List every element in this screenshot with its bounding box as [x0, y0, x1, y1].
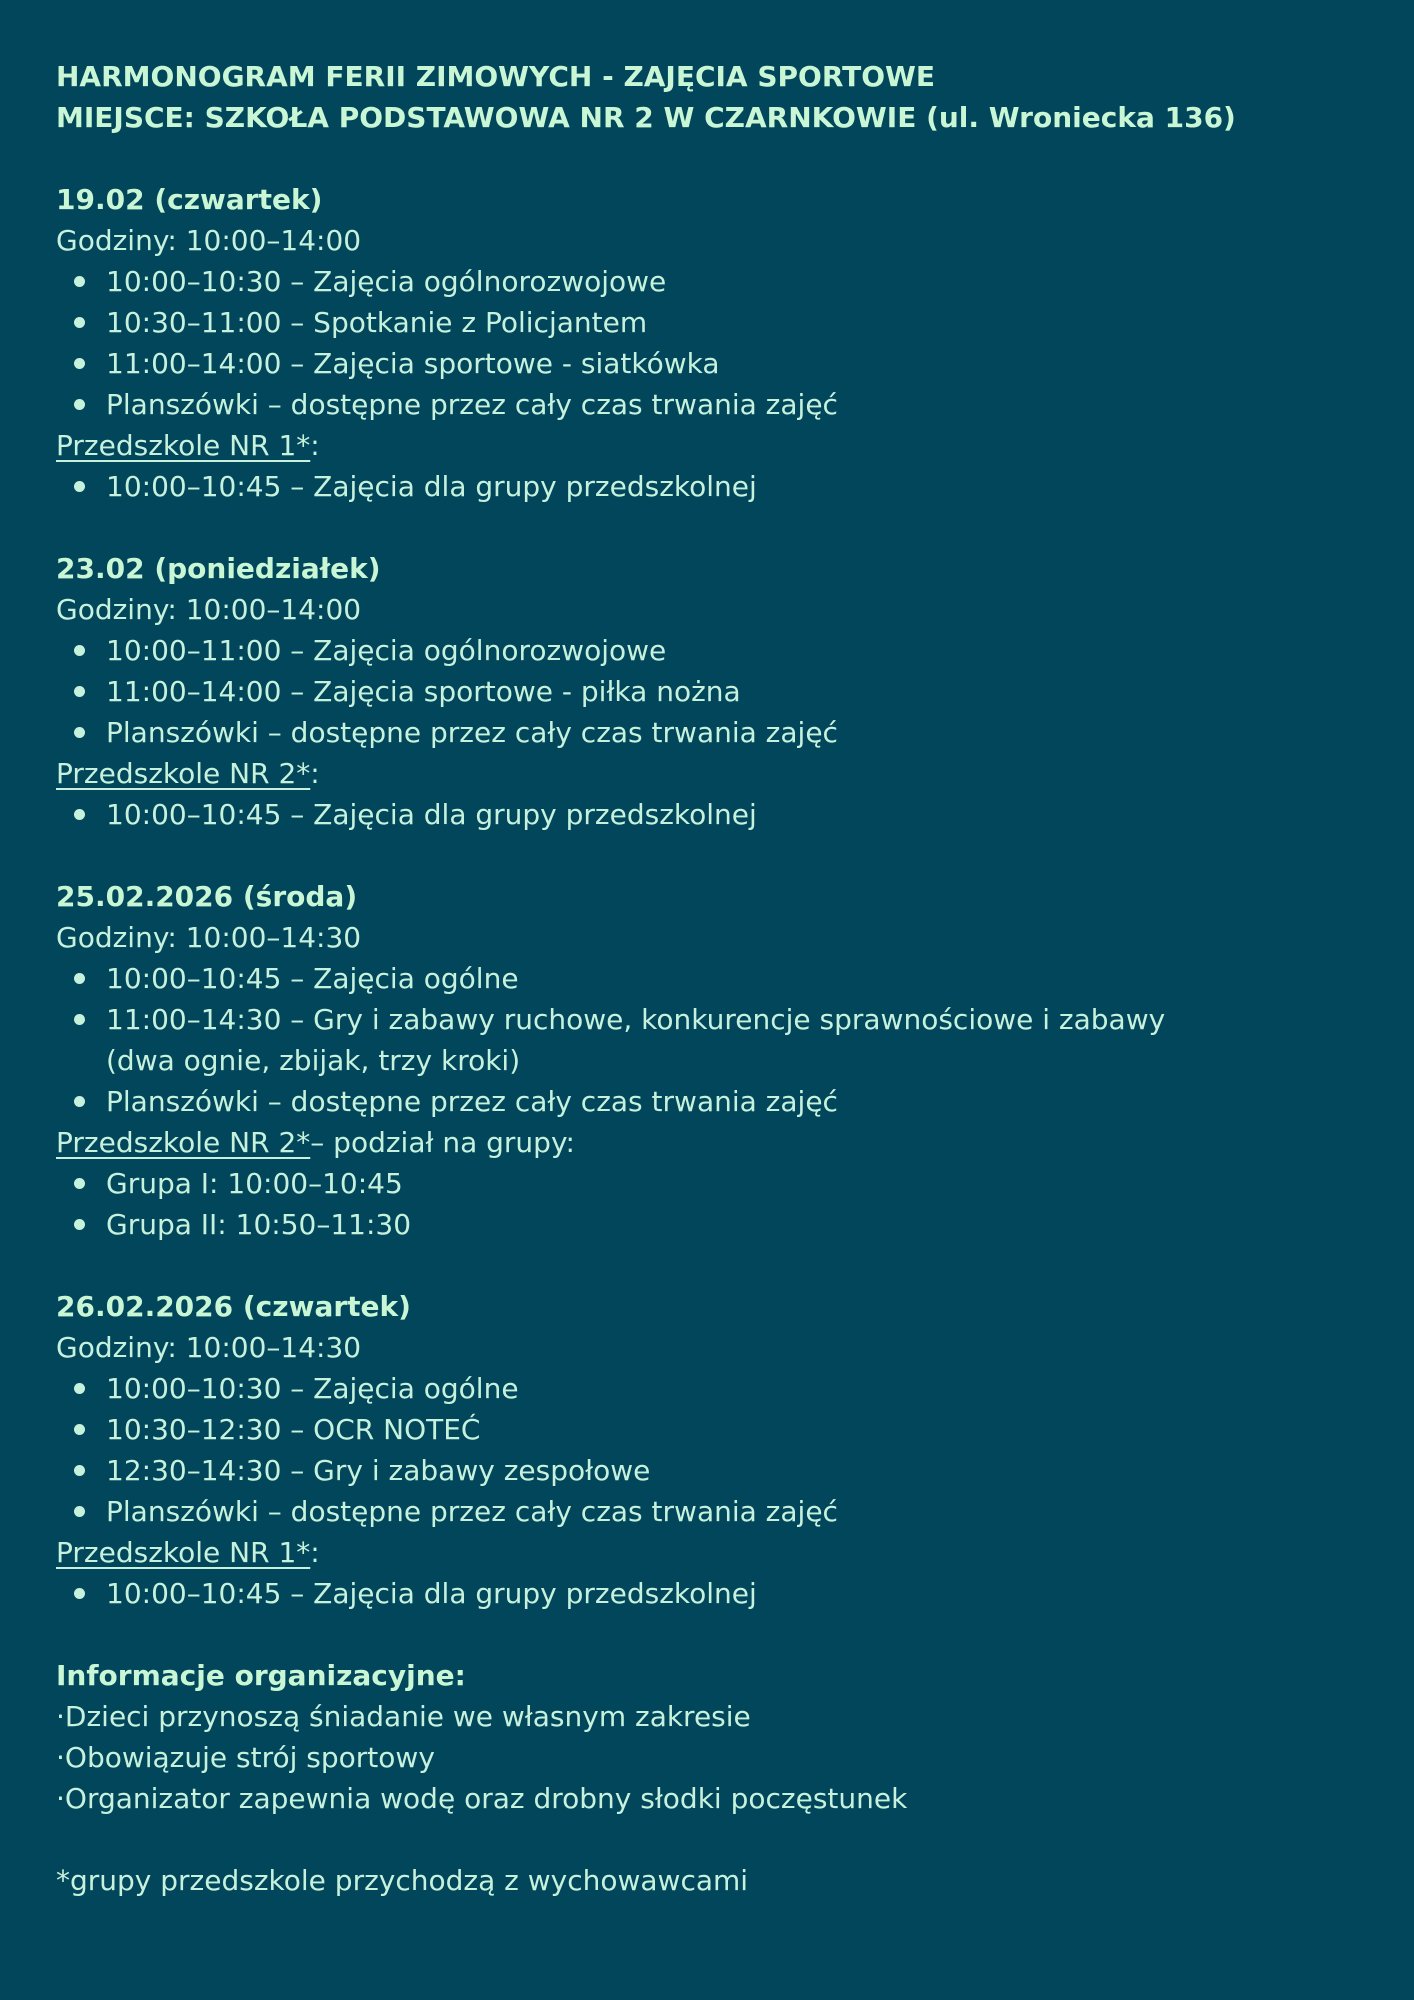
day-date: 26.02.2026 (czwartek) [56, 1290, 411, 1323]
list-item: 11:00–14:00 – Zajęcia sportowe - piłka nożna [106, 671, 1356, 712]
list-item: 10:00–11:00 – Zajęcia ogólnorozwojowe [106, 630, 1356, 671]
preschool-label [56, 425, 1356, 466]
info-line: ·Obowiązuje strój sportowy [56, 1741, 435, 1774]
schedule-document [56, 56, 1356, 1901]
day-section [56, 1286, 1356, 1614]
spacer [56, 507, 1356, 548]
day-section [56, 548, 1356, 835]
info-line: ·Dzieci przynoszą śniadanie we własnym zakresie [56, 1700, 751, 1733]
day-hours: Godziny: 10:00–14:30 [56, 1331, 362, 1364]
spacer [56, 138, 1356, 179]
day-date: 23.02 (poniedziałek) [56, 552, 381, 585]
preschool-list [56, 466, 1356, 507]
list-item: 10:30–12:30 – OCR NOTEĆ [106, 1409, 1356, 1450]
list-item: 11:00–14:30 – Gry i zabawy ruchowe, konkurencje sprawnościowe i zabawy (dwa ognie, zbijak, trzy kroki) [106, 999, 1206, 1081]
preschool-name: Przedszkole NR 1* [56, 1536, 311, 1569]
list-item: 10:00–10:45 – Zajęcia dla grupy przedszkolnej [106, 466, 1356, 507]
list-item: 10:00–10:45 – Zajęcia ogólne [106, 958, 1356, 999]
info-line: ·Organizator zapewnia wodę oraz drobny słodki poczęstunek [56, 1782, 908, 1815]
preschool-label [56, 1122, 1356, 1163]
list-item: 10:30–11:00 – Spotkanie z Policjantem [106, 302, 1356, 343]
activity-list [56, 958, 1356, 1122]
preschool-name: Przedszkole NR 2* [56, 757, 311, 790]
page-subtitle-location: MIEJSCE: SZKOŁA PODSTAWOWA NR 2 W CZARNKOWIE (ul. Wroniecka 136) [56, 101, 1236, 134]
list-item: 12:30–14:30 – Gry i zabawy zespołowe [106, 1450, 1356, 1491]
list-item: 10:00–10:45 – Zajęcia dla grupy przedszkolnej [106, 794, 1356, 835]
list-item: Planszówki – dostępne przez cały czas trwania zajęć [106, 1491, 1356, 1532]
day-section [56, 179, 1356, 507]
list-item: 10:00–10:30 – Zajęcia ogólne [106, 1368, 1356, 1409]
preschool-suffix: : [310, 1536, 320, 1569]
info-section [56, 1655, 1356, 1819]
list-item: Planszówki – dostępne przez cały czas trwania zajęć [106, 1081, 1356, 1122]
day-hours: Godziny: 10:00–14:00 [56, 224, 362, 257]
preschool-name: Przedszkole NR 2* [56, 1126, 311, 1159]
list-item: Planszówki – dostępne przez cały czas trwania zajęć [106, 712, 1356, 753]
page-title: HARMONOGRAM FERII ZIMOWYCH - ZAJĘCIA SPORTOWE [56, 60, 936, 93]
preschool-suffix: – podział na grupy: [310, 1126, 575, 1159]
footnote: *grupy przedszkole przychodzą z wychowawcami [56, 1864, 749, 1897]
list-item: Grupa I: 10:00–10:45 [106, 1163, 1356, 1204]
list-item: 10:00–10:30 – Zajęcia ogólnorozwojowe [106, 261, 1356, 302]
preschool-name: Przedszkole NR 1* [56, 429, 311, 462]
preschool-suffix: : [310, 429, 320, 462]
spacer [56, 1245, 1356, 1286]
list-item: Planszówki – dostępne przez cały czas trwania zajęć [106, 384, 1356, 425]
preschool-label [56, 753, 1356, 794]
list-item: 10:00–10:45 – Zajęcia dla grupy przedszkolnej [106, 1573, 1356, 1614]
spacer [56, 1819, 1356, 1860]
day-section [56, 876, 1356, 1245]
day-date: 19.02 (czwartek) [56, 183, 323, 216]
activity-list [56, 261, 1356, 425]
day-hours: Godziny: 10:00–14:00 [56, 593, 362, 626]
preschool-list [56, 1163, 1356, 1245]
activity-list [56, 630, 1356, 753]
preschool-list [56, 1573, 1356, 1614]
preschool-list [56, 794, 1356, 835]
preschool-suffix: : [310, 757, 320, 790]
day-date: 25.02.2026 (środa) [56, 880, 358, 913]
activity-list [56, 1368, 1356, 1532]
info-heading: Informacje organizacyjne: [56, 1659, 466, 1692]
spacer [56, 1614, 1356, 1655]
spacer [56, 835, 1356, 876]
day-hours: Godziny: 10:00–14:30 [56, 921, 362, 954]
list-item: Grupa II: 10:50–11:30 [106, 1204, 1356, 1245]
list-item: 11:00–14:00 – Zajęcia sportowe - siatkówka [106, 343, 1356, 384]
preschool-label [56, 1532, 1356, 1573]
